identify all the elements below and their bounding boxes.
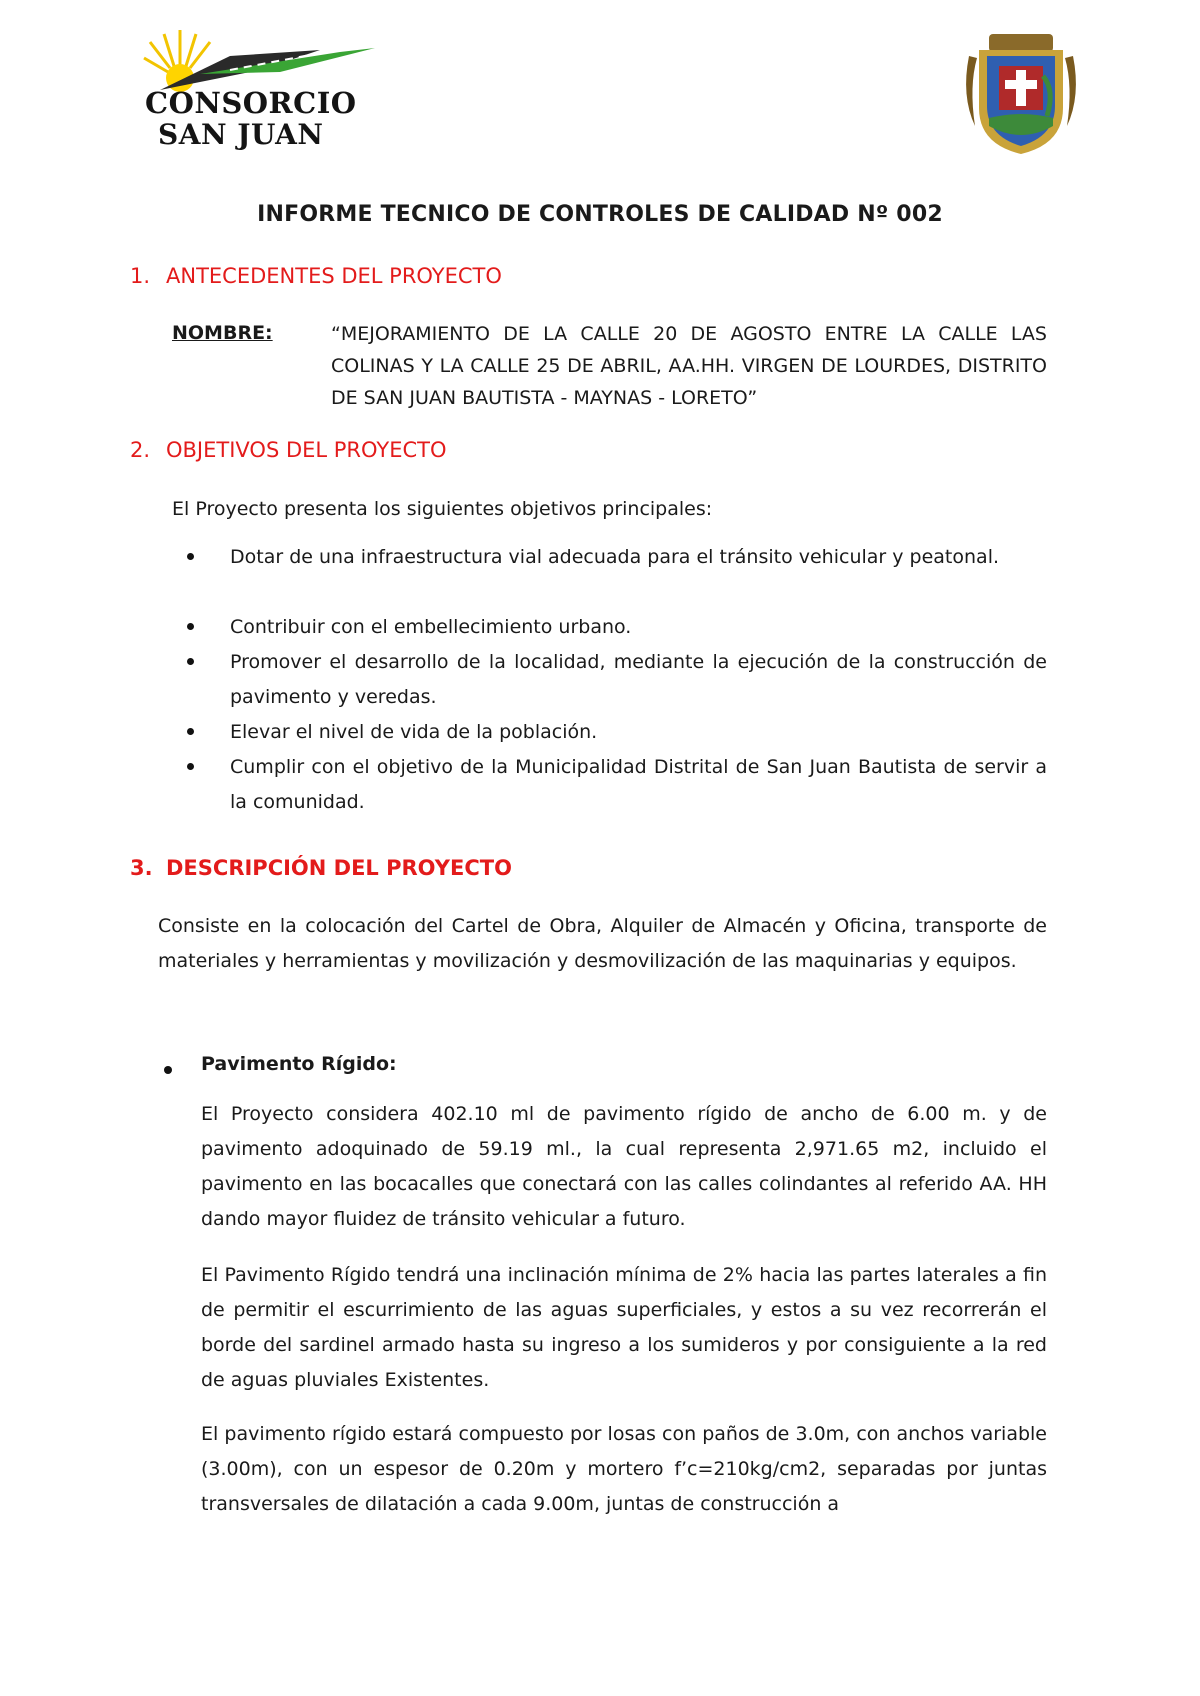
list-item: Contribuir con el embellecimiento urbano. xyxy=(230,616,632,638)
bullet-icon xyxy=(187,728,194,735)
bullet-icon xyxy=(187,763,194,770)
objectives-intro: El Proyecto presenta los siguientes objetivos principales: xyxy=(172,498,713,520)
bullet-icon xyxy=(187,658,194,665)
section-1-heading xyxy=(130,264,502,288)
municipal-crest-icon xyxy=(955,26,1087,160)
section-number: 3. xyxy=(130,856,153,880)
bullet-icon xyxy=(187,623,194,630)
section-number: 1. xyxy=(130,264,151,288)
consorcio-logo xyxy=(140,28,375,158)
section-title: OBJETIVOS DEL PROYECTO xyxy=(166,438,447,462)
project-name-label: NOMBRE: xyxy=(172,322,273,344)
list-item: Elevar el nivel de vida de la población. xyxy=(230,721,598,743)
section-3-heading xyxy=(130,856,512,880)
bullet-icon xyxy=(164,1066,172,1074)
section-title: DESCRIPCIÓN DEL PROYECTO xyxy=(166,856,512,880)
section-title: ANTECEDENTES DEL PROYECTO xyxy=(166,264,502,288)
description-intro: Consiste en la colocación del Cartel de Obra, Alquiler de Almacén y Oficina, transporte de materiales y herramientas y movilización y desmovilización de las maquinarias y equipos. xyxy=(158,915,1047,972)
paragraph: El Pavimento Rígido tendrá una inclinación mínima de 2% hacia las partes laterales a fin de permitir el escurrimiento de las aguas superficiales, y estos a su vez recorrerán el borde del sardinel armado hasta su ingreso a los sumideros y por consiguiente a la red de aguas pluviales Existentes. xyxy=(201,1264,1047,1391)
bullet-icon xyxy=(187,553,194,560)
project-name-value: “MEJORAMIENTO DE LA CALLE 20 DE AGOSTO ENTRE LA CALLE LAS COLINAS Y LA CALLE 25 DE ABRIL, AA.HH. VIRGEN DE LOURDES, DISTRITO DE SAN JUAN BAUTISTA - MAYNAS - LORETO” xyxy=(331,323,1047,409)
pavimento-rigido-heading: Pavimento Rígido: xyxy=(201,1053,397,1075)
section-2-heading xyxy=(130,438,447,462)
section-number: 2. xyxy=(130,438,151,462)
paragraph: El pavimento rígido estará compuesto por losas con paños de 3.0m, con anchos variable (3.00m), con un espesor de 0.20m y mortero f’c=210kg/cm2, separadas por juntas transversales de dilatación a cada 9.00m, juntas de construcción a xyxy=(201,1423,1047,1515)
list-item: Cumplir con el objetivo de la Municipalidad Distrital de San Juan Bautista de servir a la comunidad. xyxy=(230,756,1047,813)
paragraph: El Proyecto considera 402.10 ml de pavimento rígido de ancho de 6.00 m. y de pavimento adoquinado de 59.19 ml., la cual representa 2,971.65 m2, incluido el pavimento en las bocacalles que conectará con las calles colindantes al referido AA. HH dando mayor fluidez de tránsito vehicular a futuro. xyxy=(201,1103,1047,1230)
logo-text-line1: CONSORCIO xyxy=(145,86,357,120)
list-item: Dotar de una infraestructura vial adecuada para el tránsito vehicular y peatonal. xyxy=(230,546,1000,568)
report-title: INFORME TECNICO DE CONTROLES DE CALIDAD Nº 002 xyxy=(257,202,943,227)
logo-text-line2: SAN JUAN xyxy=(158,118,324,151)
list-item: Promover el desarrollo de la localidad, mediante la ejecución de la construcción de pavimento y veredas. xyxy=(230,651,1047,708)
